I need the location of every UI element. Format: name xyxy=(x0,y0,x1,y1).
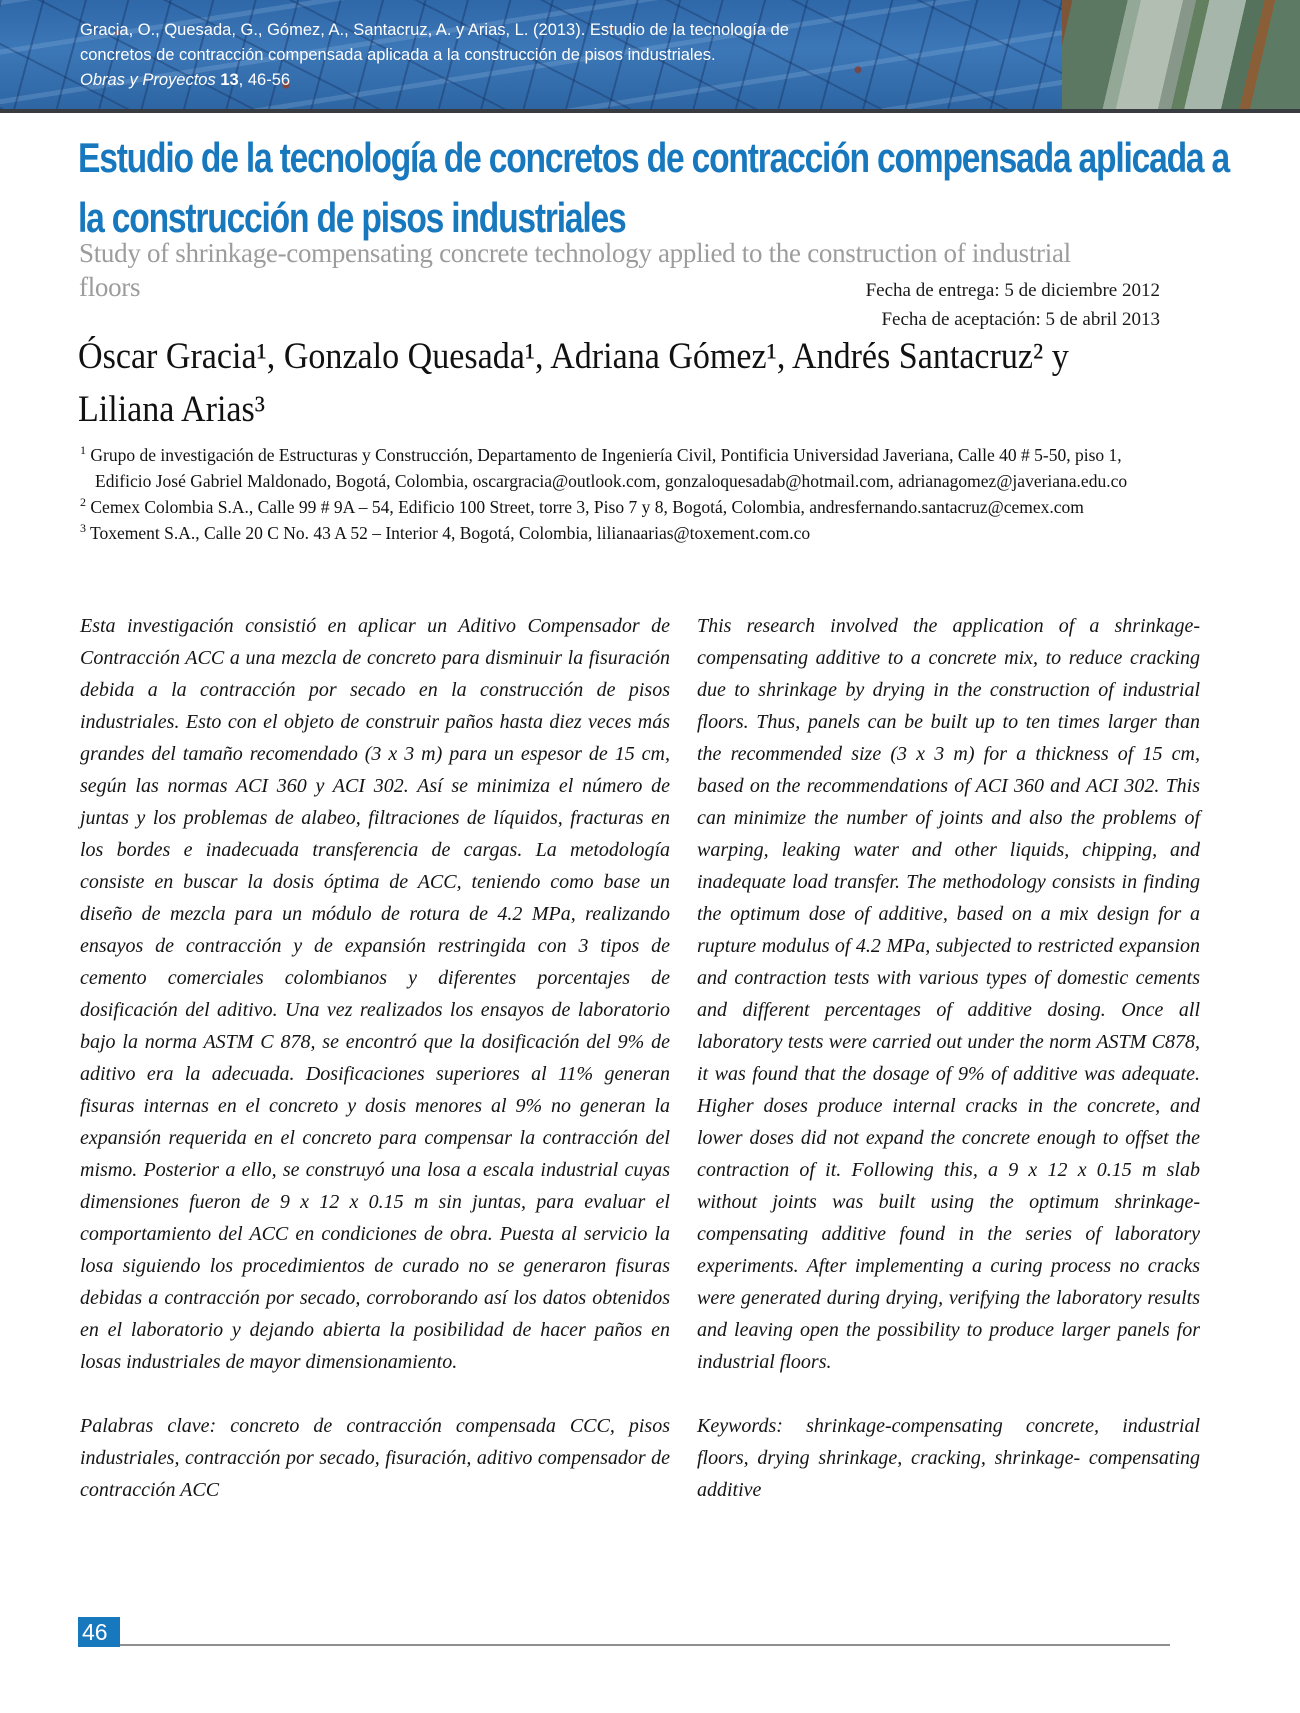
affiliation-text: Cemex Colombia S.A., Calle 99 # 9A – 54, Edificio 100 Street, torre 3, Piso 7 y 8, Bogotá, Colombia, andresfernando.santacruz@cemex.com xyxy=(86,497,1084,517)
concrete-beams-photo xyxy=(1062,0,1300,109)
affiliation-marker: 2 xyxy=(80,495,86,510)
page-title-line: Estudio de la tecnología de concretos de contracción compensada aplicada a xyxy=(78,134,1230,181)
abstract-section xyxy=(80,610,1200,1506)
page-subtitle-line: floors xyxy=(79,272,141,302)
affiliation-marker: 3 xyxy=(80,521,86,536)
citation-line: concretos de contracción compensada aplicada a la construcción de pisos industriales. xyxy=(80,46,716,64)
header-banner xyxy=(0,0,1300,113)
authors-line: Óscar Gracia¹, Gonzalo Quesada¹, Adriana Gómez¹, Andrés Santacruz² y xyxy=(78,336,1069,377)
affiliation-text: Grupo de investigación de Estructuras y Construcción, Departamento de Ingeniería Civil, Pontificia Universidad Javeriana, Calle 40 # 5-50, piso 1, Edificio José Gabriel Maldonado, Bogotá, Colombia, oscargracia@outlook.com, gonzaloquesadab@hotmail.com, adrianagomez@javeriana.edu.co xyxy=(86,445,1128,491)
abstract-spanish-column xyxy=(80,610,670,1506)
page-title-line: la construcción de pisos industriales xyxy=(78,194,626,241)
citation xyxy=(80,18,960,93)
authors-line: Liliana Arias³ xyxy=(78,389,265,430)
page-number: 46 xyxy=(82,1619,108,1645)
journal-issue: 13 xyxy=(220,71,239,89)
citation-line: Gracia, O., Quesada, G., Gómez, A., Santacruz, A. y Arias, L. (2013). Estudio de la tecnología de xyxy=(80,21,789,39)
journal-pages: , 46-56 xyxy=(238,71,291,89)
affiliation-marker: 1 xyxy=(80,443,86,458)
abstract-english-text: This research involved the application of a shrinkage-compensating additive to a concrete mix, to reduce cracking due to shrinkage by drying in the construction of industrial floors. Thus, panels can be built up to ten times larger than the recommended size (3 x 3 m) for a thickness of 15 cm, based on the recommendations of ACI 360 and ACI 302. This can minimize the number of joints and also the problems of warping, leaking water and other liquids, chipping, and inadequate load transfer. The methodology consists in finding the optimum dose of additive, based on a mix design for a rupture modulus of 4.2 MPa, subjected to restricted expansion and contraction tests with various types of domestic cements and different percentages of additive dosing. Once all laboratory tests were carried out under the norm ASTM C878, it was found that the dosage of 9% of additive was adequate. Higher doses produce internal cracks in the concrete, and lower doses did not expand the concrete enough to offset the contraction of it. Following this, a 9 x 12 x 0.15 m slab without joints was built using the optimum shrinkage-compensating additive found in the series of laboratory experiments. After implementing a curing process no cracks were generated during drying, verifying the laboratory results and leaving open the possibility to produce larger panels for industrial floors. xyxy=(697,615,1200,1373)
citation-journal-line xyxy=(80,68,960,93)
page-number-badge xyxy=(78,1617,120,1647)
affiliation-text: Toxement S.A., Calle 20 C No. 43 A 52 – Interior 4, Bogotá, Colombia, lilianaarias@toxement.com.co xyxy=(86,523,811,543)
affiliation-item xyxy=(80,494,1165,520)
keywords-spanish: Palabras clave: concreto de contracción compensada CCC, pisos industriales, contracción por secado, fisuración, aditivo compensador de contracción ACC xyxy=(80,1415,670,1501)
journal-name: Obras y Proyectos xyxy=(80,71,221,89)
keywords-english: Keywords: shrinkage-compensating concrete, industrial floors, drying shrinkage, cracking, shrinkage- compensating additive xyxy=(697,1415,1200,1501)
affiliations xyxy=(80,442,1165,546)
abstract-spanish-text: Esta investigación consistió en aplicar un Aditivo Compensador de Contracción ACC a una mezcla de concreto para disminuir la fisuración debida a la contracción por secado en la construcción de pisos industriales. Esto con el objeto de construir paños hasta diez veces más grandes del tamaño recomendado (3 x 3 m) para un espesor de 15 cm, según las normas ACI 360 y ACI 302. Así se minimiza el número de juntas y los problemas de alabeo, filtraciones de líquidos, fracturas en los bordes e inadecuada transferencia de cargas. La metodología consiste en buscar la dosis óptima de ACC, teniendo como base un diseño de mezcla para un módulo de rotura de 4.2 MPa, realizando ensayos de contracción y de expansión restringida con 3 tipos de cemento comerciales colombianos y diferentes porcentajes de dosificación del aditivo. Una vez realizados los ensayos de laboratorio bajo la norma ASTM C 878, se encontró que la dosificación del 9% de aditivo era la adecuada. Dosificaciones superiores al 11% generan fisuras internas en el concreto y dosis menores al 9% no generan la expansión requerida en el concreto para compensar la contracción del mismo. Posterior a ello, se construyó una losa a escala industrial cuyas dimensiones fueron de 9 x 12 x 0.15 m sin juntas, para evaluar el comportamiento del ACC en condiciones de obra. Puesta al servicio la losa siguiendo los procedimientos de curado no se generaron fisuras debidas a contracción por secado, corroborando así los datos obtenidos en el laboratorio y dejando abierta la posibilidad de hacer paños en losas industriales de mayor dimensionamiento. xyxy=(80,615,670,1373)
page-subtitle-line: Study of shrinkage-compensating concrete technology applied to the construction of industrial xyxy=(79,238,1071,268)
affiliation-item xyxy=(80,520,1165,546)
abstract-english-column xyxy=(697,610,1200,1506)
date-received: Fecha de entrega: 5 de diciembre 2012 xyxy=(865,280,1160,301)
submission-dates xyxy=(80,276,1160,334)
page-title xyxy=(78,128,1229,248)
authors xyxy=(78,330,1069,436)
date-accepted: Fecha de aceptación: 5 de abril 2013 xyxy=(881,309,1160,330)
footer-rule xyxy=(95,1644,1170,1646)
affiliation-item xyxy=(80,442,1165,494)
